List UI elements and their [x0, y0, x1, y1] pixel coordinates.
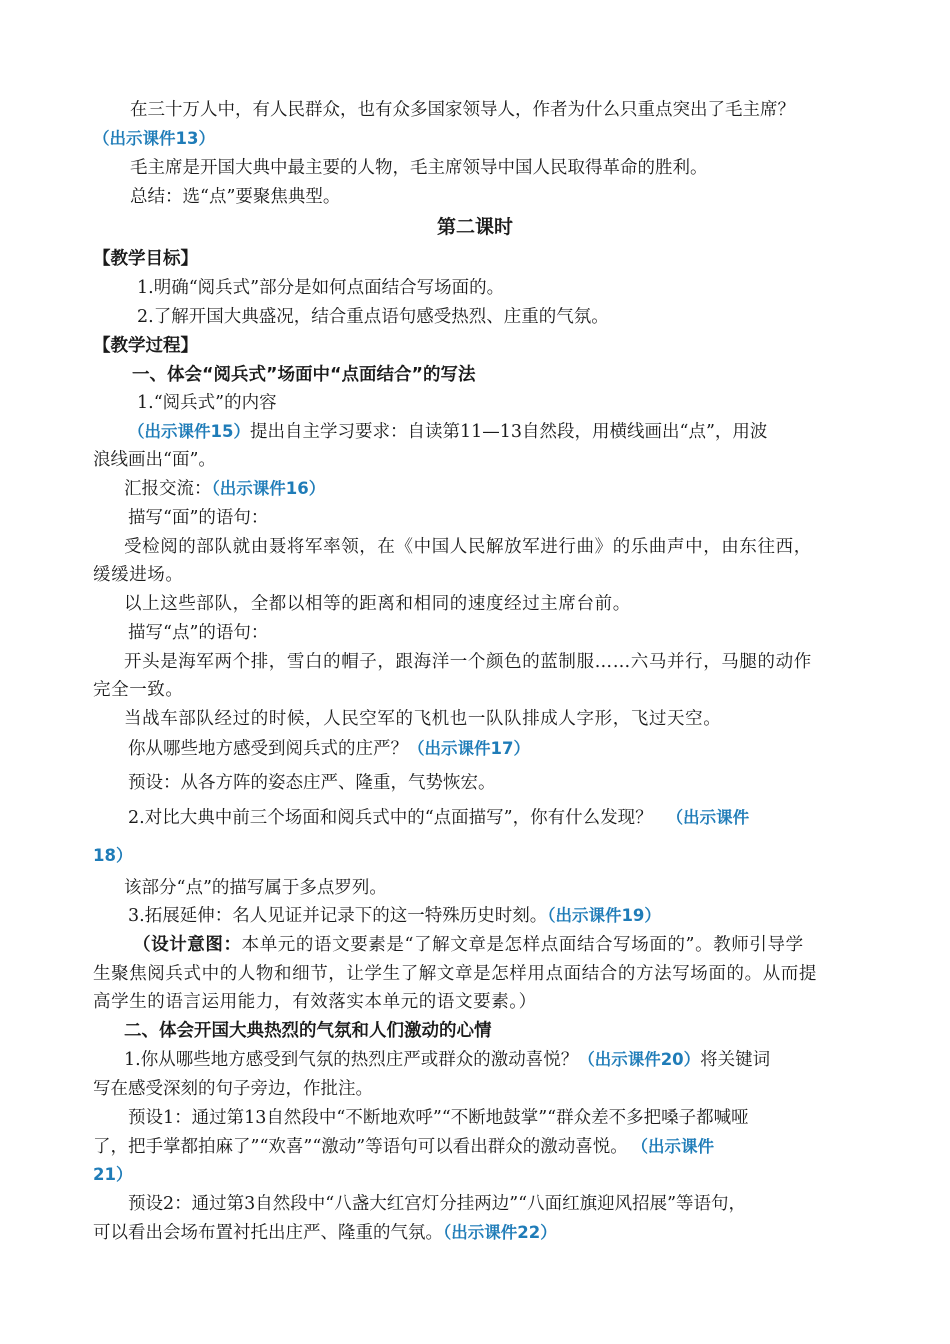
courseware-ref-21: （出示课件: [639, 1137, 714, 1156]
courseware-ref-18-cont: 18）: [93, 846, 133, 865]
intro-answer: 毛主席是开国大典中最主要的人物，毛主席领导中国人民取得革命的胜利。: [130, 158, 708, 178]
courseware-ref-21-cont: 21）: [93, 1165, 133, 1184]
goals-heading: 【教学目标】: [93, 249, 198, 269]
self-study-requirement-cont: 浪线画出“面”。: [93, 450, 216, 470]
design-intent: （设计意图：本单元的语文要素是“了解文章是怎样点面结合写场面的”。教师引导学: [133, 935, 804, 955]
courseware-ref-16: （出示课件16）: [211, 479, 326, 498]
report-exchange: 汇报交流：（出示课件16）: [124, 479, 326, 499]
courseware-ref-15: （出示课件15）: [128, 422, 250, 441]
question-20: 1.你从哪些地方感受到气氛的热烈庄严或群众的激动喜悦？（出示课件20）将关键词: [124, 1050, 771, 1070]
design-intent-cont-1: 生聚焦阅兵式中的人物和细节，让学生了解文章是怎样用点面结合的方法写场面的。从而提: [93, 964, 817, 984]
lesson-title: 第二课时: [436, 216, 513, 238]
mian-quote-1-cont: 缓缓进场。: [93, 565, 184, 585]
preset-2-cont: 可以看出会场布置衬托出庄严、隆重的气氛。（出示课件22）: [93, 1223, 557, 1243]
intro-summary: 总结：选“点”要聚焦典型。: [130, 187, 341, 207]
preset-17: 预设：从各方阵的姿态庄严、隆重，气势恢宏。: [128, 773, 496, 793]
section1-sub2: 2.对比大典中前三个场面和阅兵式中的“点面描写”，你有什么发现？ （出示课件: [128, 808, 750, 828]
process-heading: 【教学过程】: [93, 336, 198, 356]
question-20-cont: 写在感受深刻的句子旁边，作批注。: [93, 1079, 373, 1099]
mian-quote-1: 受检阅的部队就由聂将军率领，在《中国人民解放军进行曲》的乐曲声中，由东往西，: [124, 537, 812, 557]
courseware-ref-22: （出示课件22）: [443, 1223, 557, 1242]
mian-quote-2: 以上这些部队，全都以相等的距离和相同的速度经过主席台前。: [124, 594, 631, 614]
section1-sub3: 3.拓展延伸：名人见证并记录下的这一特殊历史时刻。（出示课件19）: [128, 906, 661, 926]
courseware-ref-17: （出示课件17）: [408, 739, 530, 758]
preset-1: 预设1：通过第13自然段中“不断地欢呼”“不断地鼓掌”“群众差不多把嗓子都喊哑: [128, 1108, 749, 1128]
dian-quote-1-cont: 完全一致。: [93, 680, 184, 700]
goal-item-1: 1.明确“阅兵式”部分是如何点面结合写场面的。: [137, 278, 505, 298]
section2-title: 二、体会开国大典热烈的气氛和人们激动的心情: [124, 1021, 492, 1041]
section1-sub1: 1.“阅兵式”的内容: [137, 393, 277, 413]
courseware-ref-13: （出示课件13）: [93, 129, 215, 148]
goal-item-2: 2.了解开国大典盛况，结合重点语句感受热烈、庄重的气氛。: [137, 307, 609, 327]
intro-question: 在三十万人中，有人民群众，也有众多国家领导人，作者为什么只重点突出了毛主席？: [130, 100, 795, 120]
finding: 该部分“点”的描写属于多点罗列。: [124, 878, 387, 898]
question-17: 你从哪些地方感受到阅兵式的庄严？（出示课件17）: [128, 739, 530, 759]
preset-1-cont: 了，把手掌都拍麻了”“欢喜”“激动”等语句可以看出群众的激动喜悦。 （出示课件: [93, 1137, 714, 1157]
mian-label: 描写“面”的语句：: [128, 508, 269, 528]
preset-2: 预设2：通过第3自然段中“八盏大红宫灯分挂两边”“八面红旗迎风招展”等语句，: [128, 1194, 747, 1214]
section1-title: 一、体会“阅兵式”场面中“点面结合”的写法: [132, 365, 476, 385]
design-intent-cont-2: 高学生的语言运用能力，有效落实本单元的语文要素。）: [93, 992, 537, 1012]
courseware-ref-19: （出示课件19）: [547, 906, 661, 925]
self-study-requirement: （出示课件15）提出自主学习要求：自读第11—13自然段，用横线画出“点”，用波: [128, 422, 768, 442]
dian-label: 描写“点”的语句：: [128, 623, 269, 643]
dian-quote-1: 开头是海军两个排，雪白的帽子，跟海洋一个颜色的蓝制服……六马并行，马腿的动作: [124, 652, 812, 672]
courseware-ref-18: （出示课件: [666, 808, 750, 827]
dian-quote-2: 当战车部队经过的时候，人民空军的飞机也一队队排成人字形，飞过天空。: [124, 709, 722, 729]
courseware-ref-20: （出示课件20）: [578, 1050, 701, 1069]
